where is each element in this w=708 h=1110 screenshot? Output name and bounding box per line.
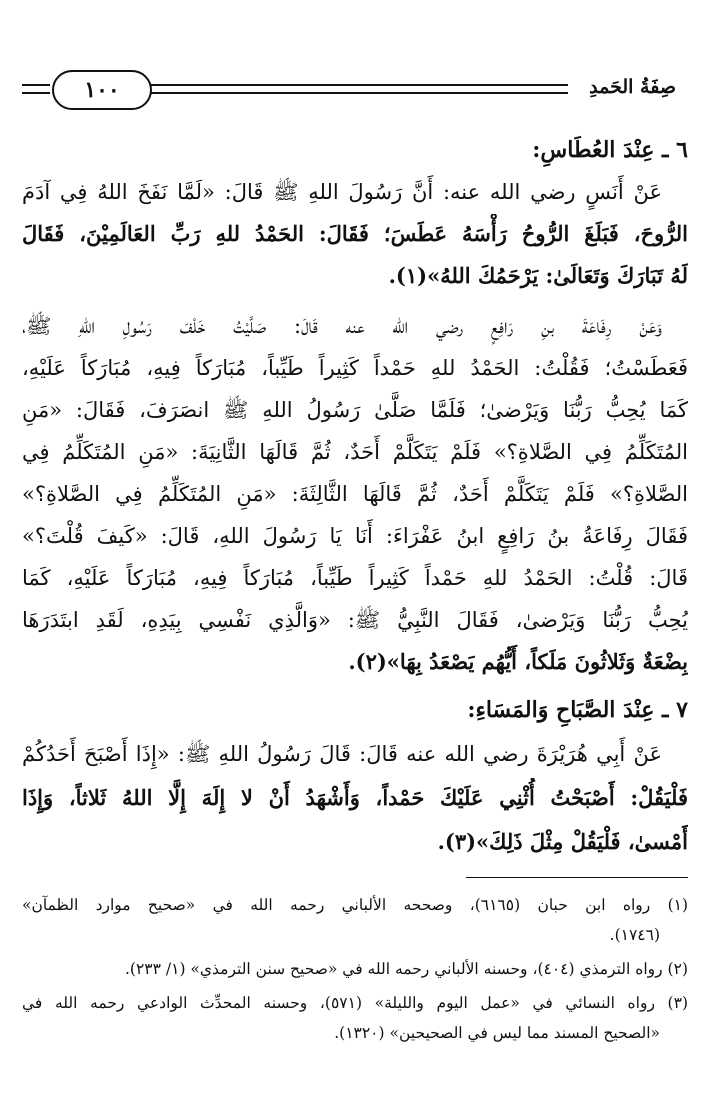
section-heading: ٧ ـ عِنْدَ الصَّبَاحِ وَالمَسَاءِ: — [467, 697, 688, 723]
text-line: عَنْ أَنَسٍ رضي الله عنه: أَنَّ رَسُولَ اللهِ ﷺ قَالَ: «لَمَّا نَفَخَ اللهُ فِي آدَمَ — [22, 180, 662, 204]
footnote-separator — [466, 877, 688, 878]
text-line: أَمْسىٰ، فَلْيَقُلْ مِثْلَ ذَلِكَ»(٣). — [437, 829, 688, 854]
footnote: (١) رواه ابن حبان (٦١٦٥)، وصححه الألباني رحمه الله في «صحيح موارد الظمآن» — [22, 896, 688, 914]
text-line: الصَّلاةِ؟» فَلَمْ يَتَكَلَّمْ أَحَدٌ، ثُمَّ قَالَهَا الثَّالِثَةَ: «مَنِ المُتَكَلِّمُ فِي الصَّلاةِ؟» — [22, 482, 688, 506]
page-header — [22, 62, 676, 122]
text-line: الرُّوحَ، فَبَلَغَ الرُّوحُ رَأْسَهُ عَطَسَ؛ فَقَالَ: الحَمْدُ للهِ رَبِّ العَالَمِيْنَ، فَقَالَ — [22, 221, 688, 246]
text-line: وَعَنْ رِفَاعَةَ بنِ رَافِعٍ رضي الله عنه قَالَ: صَلَّيْتُ خَلْفَ رَسُولِ اللهِ ﷺ، — [22, 314, 662, 338]
page-number-badge — [52, 70, 152, 110]
header-rule — [150, 84, 568, 86]
text-line: لَهُ تَبَارَكَ وَتَعَالَىٰ: يَرْحَمُكَ اللهُ»(١). — [388, 263, 688, 288]
text-line: فَعَطَسْتُ؛ فَقُلْتُ: الحَمْدُ للهِ حَمْداً كَثِيراً طَيِّباً، مُبَارَكاً فِيهِ، مُبَارَكاً عَلَيْهِ، — [22, 356, 688, 380]
footnote: (٣) رواه النسائي في «عمل اليوم والليلة» (٥٧١)، وحسنه المحدِّث الوادعي رحمه الله في — [22, 994, 688, 1012]
section-heading: ٦ ـ عِنْدَ العُطَاسِ: — [532, 137, 688, 163]
footnote: (٢) رواه الترمذي (٤٠٤)، وحسنه الألباني رحمه الله في «صحيح سنن الترمذي» (١/ ٢٣٣). — [124, 960, 688, 978]
text-line: المُتَكَلِّمُ فِي الصَّلاةِ؟» فَلَمْ يَتَكَلَّمْ أَحَدٌ، ثُمَّ قَالَهَا الثَّانِيَةَ: «مَنِ المُتَكَلِّمُ فِي — [22, 440, 688, 464]
footnote-continuation: (١٧٤٦). — [609, 926, 660, 944]
running-title: صِفَةُ الحَمدِ — [589, 76, 676, 98]
header-rule — [22, 92, 50, 94]
text-line: يُحِبُّ رَبُّنَا وَيَرْضىٰ، فَقَالَ النَّبِيُّ ﷺ: «وَالَّذِي نَفْسِي بِيَدِهِ، لَقَدِ ابتَدَرَهَا — [22, 608, 688, 632]
text-line: كَمَا يُحِبُّ رَبُّنَا وَيَرْضىٰ؛ فَلَمَّا صَلَّىٰ رَسُولُ اللهِ ﷺ انصَرَفَ، فَقَالَ: «مَنِ — [22, 398, 688, 422]
page-number: ١٠٠ — [84, 77, 120, 103]
text-line: عَنْ أَبِي هُرَيْرَةَ رضي الله عنه قَالَ: قَالَ رَسُولُ اللهِ ﷺ: «إِذَا أَصْبَحَ أَحَدُكُمْ — [22, 742, 662, 766]
text-line: فَقَالَ رِفَاعَةُ بنُ رَافِعٍ ابنُ عَفْرَاءَ: أَنَا يَا رَسُولَ اللهِ، قَالَ: «كَيفَ قُلْتَ؟» — [22, 524, 688, 548]
text-line: قَالَ: قُلْتُ: الحَمْدُ للهِ حَمْداً كَثِيراً طَيِّباً، مُبَارَكاً فِيهِ، مُبَارَكاً عَلَيْهِ، كَمَا — [22, 566, 688, 590]
text-line: فَلْيَقُلْ: أَصْبَحْتُ أُثْنِي عَلَيْكَ حَمْداً، وَأَشْهَدُ أَنْ لا إِلَهَ إِلَّا اللهُ ثَلاثاً، وَإِذَا — [22, 785, 688, 810]
footnote-continuation: «الصحيح المسند مما ليس في الصحيحين» (١٣٢٠). — [334, 1024, 660, 1042]
header-rule — [22, 84, 50, 86]
header-rule — [150, 92, 568, 94]
text-line: بِضْعَةٌ وَثَلاثُونَ مَلَكاً، أَيُّهُم يَصْعَدُ بِهَا»(٢). — [348, 649, 688, 674]
